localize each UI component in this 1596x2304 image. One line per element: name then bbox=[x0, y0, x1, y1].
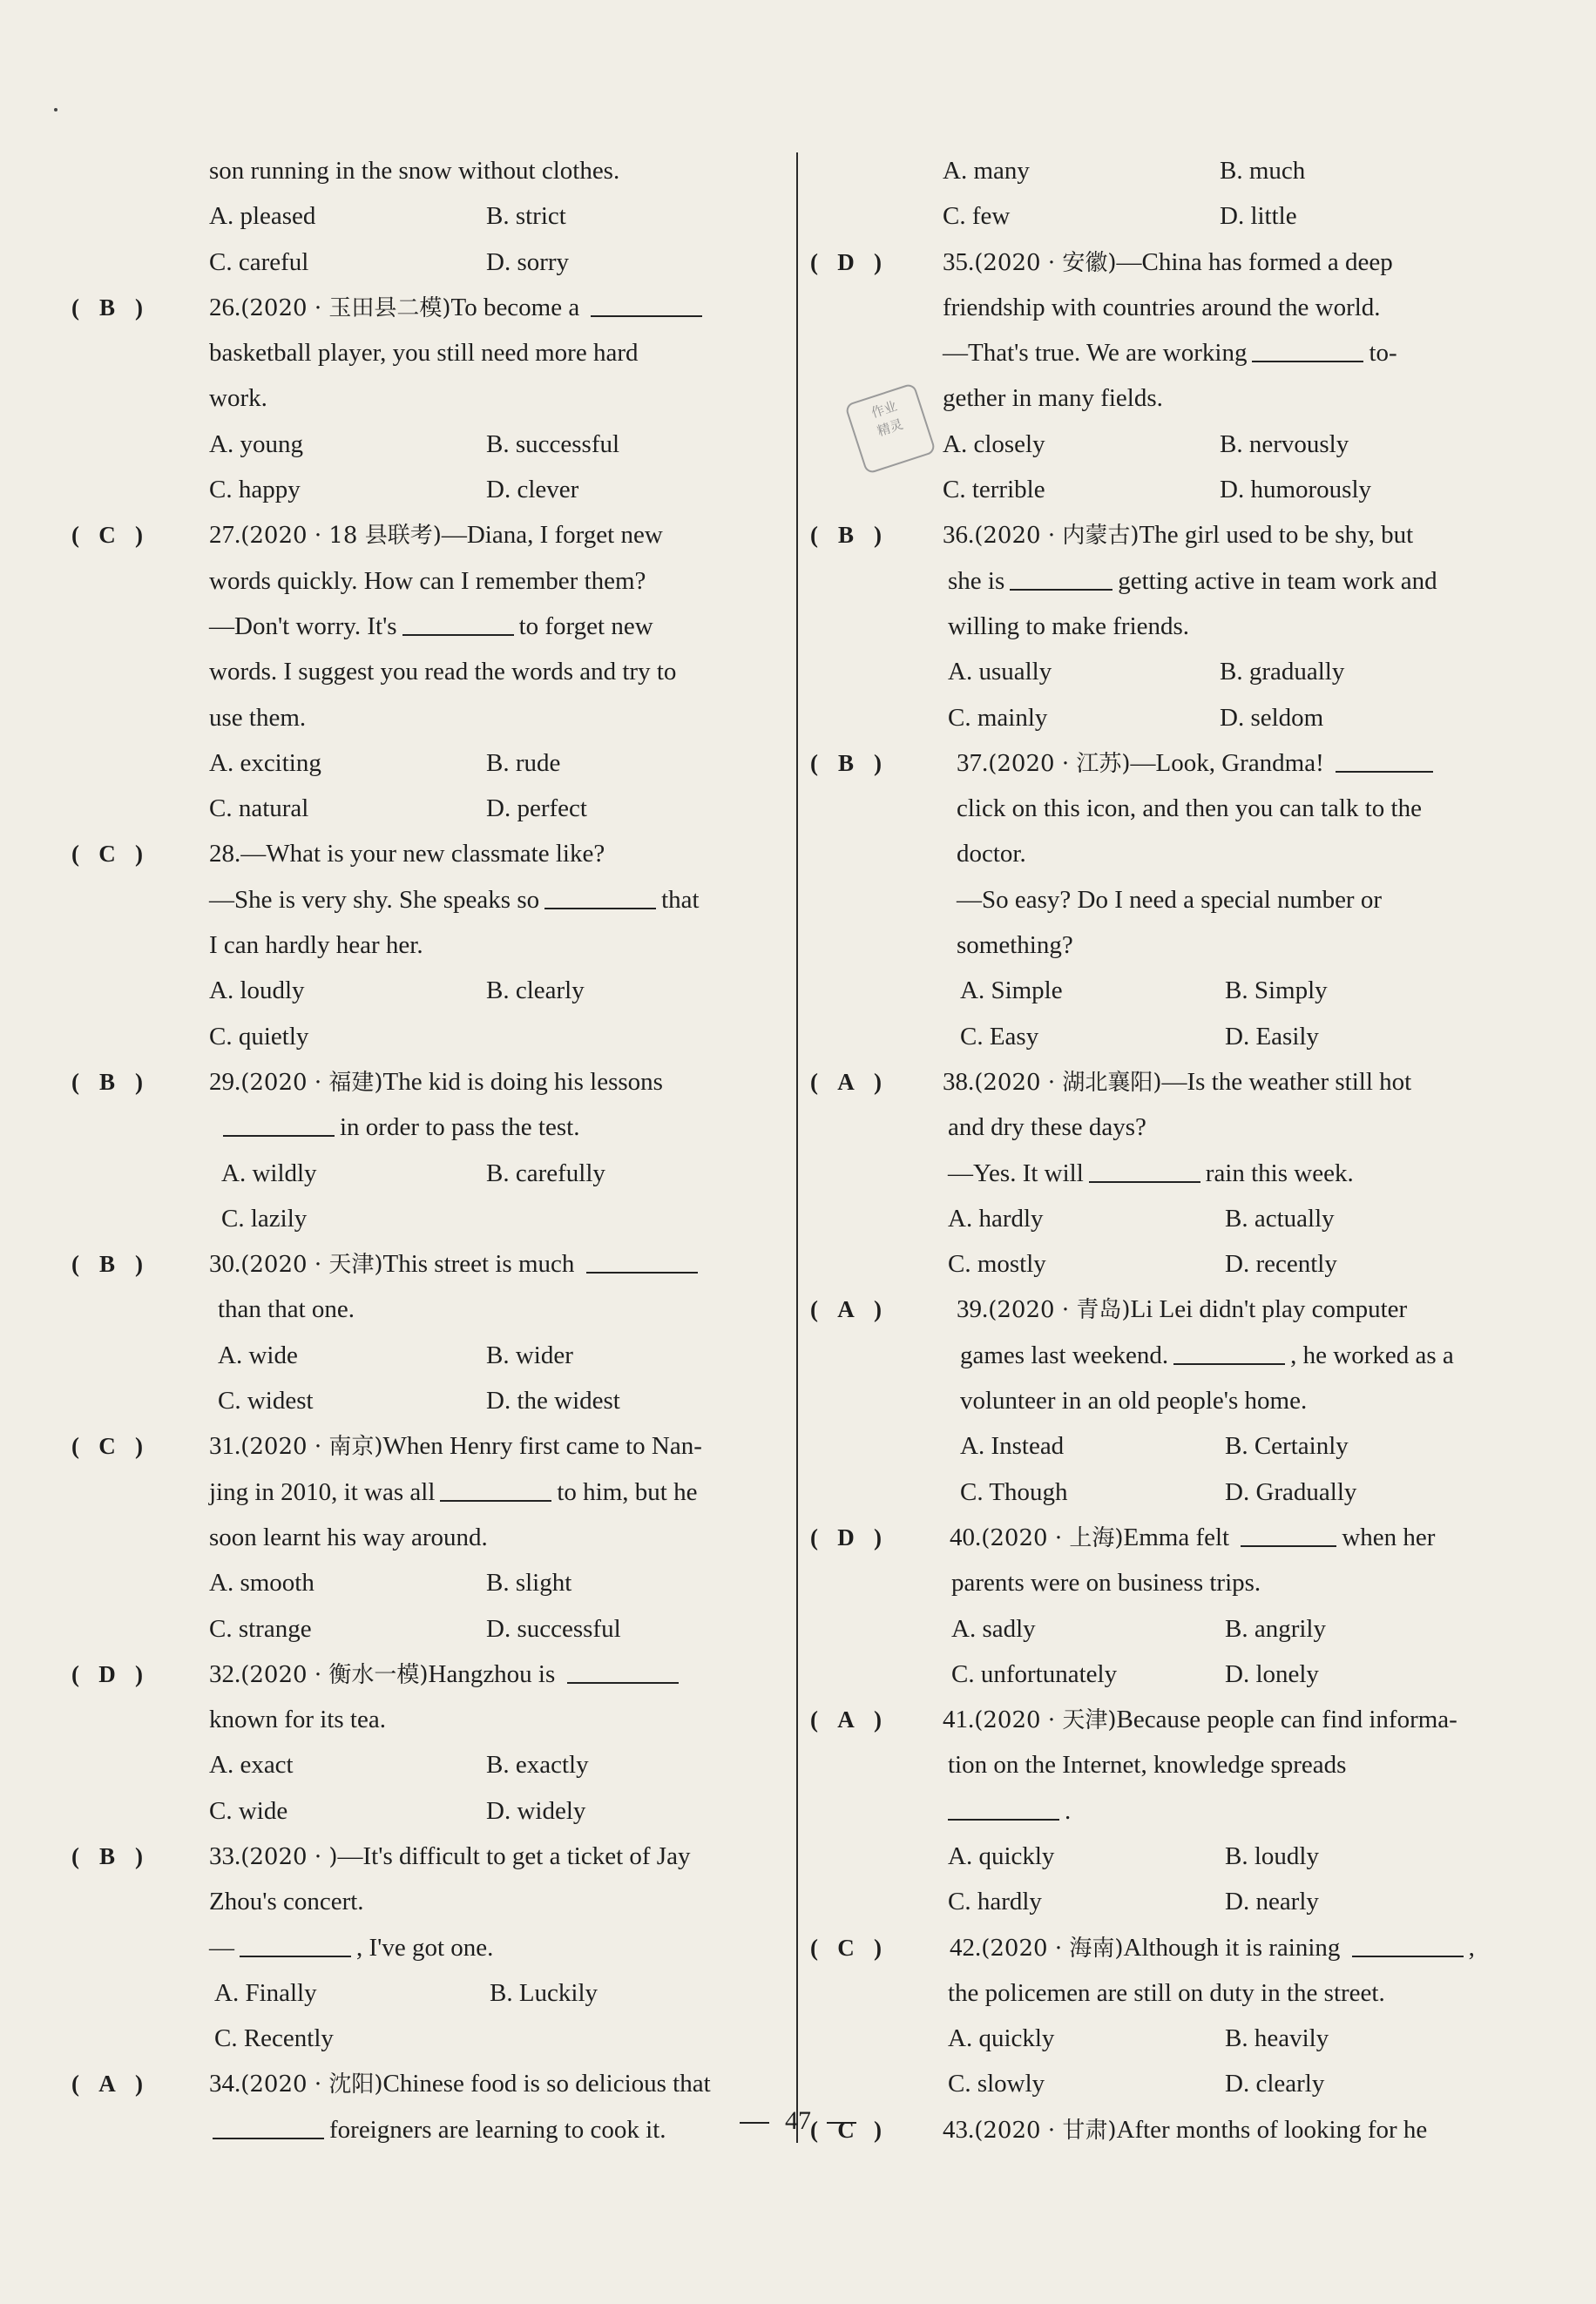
answer-letter: D bbox=[837, 1524, 855, 1551]
answer-box: ( B ) bbox=[71, 285, 209, 330]
options-row bbox=[71, 467, 786, 512]
option-d: D. humorously bbox=[1220, 476, 1371, 504]
option-c: C. natural bbox=[209, 794, 309, 823]
footer-dash-right bbox=[827, 2122, 856, 2124]
question-text: to him, but he bbox=[557, 1477, 698, 1506]
question-text: The girl used to be shy, but bbox=[1139, 521, 1414, 550]
answer-box: ( B ) bbox=[810, 740, 957, 786]
options-row bbox=[810, 1652, 1525, 1697]
question-text: that bbox=[661, 885, 700, 914]
answer-box: ( B ) bbox=[810, 512, 943, 557]
left-column bbox=[71, 148, 786, 2152]
option-d: D. Easily bbox=[1225, 1022, 1319, 1051]
option-a: A. young bbox=[209, 429, 303, 458]
question-number: 37. bbox=[957, 748, 989, 777]
question-text: in order to pass the test. bbox=[340, 1113, 580, 1142]
option-a: A. quickly bbox=[948, 1841, 1055, 1870]
answer-blank[interactable] bbox=[948, 1817, 1059, 1821]
question-text-line: Zhou's concert. bbox=[209, 1888, 364, 1916]
option-a: A. smooth bbox=[209, 1569, 314, 1598]
question-26 bbox=[71, 285, 786, 330]
answer-box: ( B ) bbox=[71, 1241, 209, 1287]
answer-letter: A bbox=[837, 1296, 855, 1323]
option-c: C. careful bbox=[209, 247, 309, 276]
options-row bbox=[810, 1606, 1525, 1652]
question-31 bbox=[71, 1423, 786, 1469]
answer-blank[interactable] bbox=[1252, 359, 1363, 362]
question-text-line: words quickly. How can I remember them? bbox=[209, 566, 646, 595]
answer-letter: C bbox=[837, 2116, 855, 2143]
options-row bbox=[71, 1014, 786, 1059]
option-d: D. clearly bbox=[1225, 2070, 1325, 2098]
option-c: C. lazily bbox=[221, 1204, 308, 1233]
question-text: Hangzhou is bbox=[428, 1659, 556, 1688]
options-row bbox=[810, 1423, 1525, 1469]
answer-letter: A bbox=[837, 1706, 855, 1733]
options-row bbox=[71, 786, 786, 831]
question-source: (2020 · 安徽) bbox=[974, 249, 1117, 276]
answer-blank[interactable] bbox=[1352, 1954, 1464, 1957]
answer-letter: B bbox=[837, 749, 854, 776]
option-d: D. perfect bbox=[486, 794, 587, 823]
answer-box: ( D ) bbox=[810, 240, 943, 285]
answer-letter: B bbox=[98, 1251, 115, 1278]
question-text-line: something? bbox=[957, 931, 1073, 960]
question-text-line: I can hardly hear her. bbox=[209, 931, 423, 960]
option-c: C. slowly bbox=[948, 2070, 1045, 2098]
options-row bbox=[810, 2061, 1525, 2106]
option-a: A. closely bbox=[943, 429, 1045, 458]
option-a: A. Simple bbox=[960, 976, 1063, 1005]
question-number: 35. bbox=[943, 247, 975, 276]
answer-blank[interactable] bbox=[1010, 587, 1112, 591]
page-number: 47 bbox=[785, 2106, 811, 2135]
question-text: Chinese food is so delicious that bbox=[382, 2070, 711, 2098]
question-text: Emma felt bbox=[1123, 1523, 1230, 1551]
question-source: (2020 · 青岛) bbox=[988, 1297, 1131, 1324]
option-d: D. recently bbox=[1225, 1250, 1337, 1279]
question-number: 36. bbox=[943, 521, 975, 550]
question-text: Because people can find informa- bbox=[1116, 1706, 1457, 1734]
option-a: A. many bbox=[943, 157, 1030, 185]
question-source: (2020 · 衡水一模) bbox=[240, 1661, 429, 1688]
question-number: 29. bbox=[209, 1067, 241, 1096]
question-text-line: gether in many fields. bbox=[943, 384, 1163, 413]
question-text: Although it is raining bbox=[1123, 1933, 1341, 1962]
question-28 bbox=[71, 831, 786, 876]
options-row bbox=[810, 1241, 1525, 1287]
page-footer bbox=[0, 2106, 1596, 2136]
question-source: (2020 · 玉田县二模) bbox=[240, 294, 451, 321]
option-d: D. seldom bbox=[1220, 703, 1324, 732]
question-source: (2020 · 内蒙古) bbox=[974, 523, 1140, 550]
question-text: , I've got one. bbox=[356, 1933, 494, 1962]
question-37 bbox=[810, 740, 1525, 786]
question-32 bbox=[71, 1652, 786, 1697]
option-c: C. quietly bbox=[209, 1022, 309, 1051]
question-text-line: and dry these days? bbox=[948, 1113, 1146, 1142]
option-d: D. widely bbox=[486, 1796, 586, 1825]
answer-blank[interactable] bbox=[586, 1270, 698, 1274]
question-number: 43. bbox=[943, 2115, 975, 2144]
answer-blank[interactable] bbox=[544, 906, 656, 909]
question-text: jing in 2010, it was all bbox=[209, 1477, 436, 1506]
options-row bbox=[810, 1470, 1525, 1515]
speck-mark bbox=[54, 108, 57, 111]
question-number: 31. bbox=[209, 1432, 241, 1461]
answer-blank[interactable] bbox=[1336, 769, 1433, 773]
question-number: 27. bbox=[209, 521, 241, 550]
option-b: B. heavily bbox=[1225, 2024, 1329, 2053]
answer-blank[interactable] bbox=[213, 2136, 324, 2139]
question-text: The kid is doing his lessons bbox=[382, 1067, 663, 1096]
question-number: 33. bbox=[209, 1841, 241, 1870]
answer-box: ( D ) bbox=[810, 1515, 950, 1560]
question-34 bbox=[71, 2061, 786, 2106]
question-source: (2020 · 沈阳) bbox=[240, 2071, 383, 2098]
options-row bbox=[71, 1151, 786, 1196]
option-b: B. actually bbox=[1225, 1204, 1335, 1233]
question-text: —Yes. It will bbox=[948, 1159, 1084, 1187]
option-c: C. mostly bbox=[948, 1250, 1046, 1279]
question-text-line: words. I suggest you read the words and try to bbox=[209, 658, 677, 686]
options-row bbox=[71, 1560, 786, 1605]
options-row bbox=[71, 1606, 786, 1652]
question-source: (2020 · 海南) bbox=[981, 1935, 1124, 1962]
option-a: A. Instead bbox=[960, 1432, 1065, 1461]
question-text-line: doctor. bbox=[957, 840, 1026, 868]
option-a: A. Finally bbox=[214, 1978, 317, 2007]
option-d: D. successful bbox=[486, 1614, 621, 1643]
question-42 bbox=[810, 1925, 1525, 1970]
option-d: D. little bbox=[1220, 202, 1297, 231]
question-text: To become a bbox=[450, 293, 580, 321]
answer-letter: B bbox=[98, 294, 115, 321]
option-c: C. wide bbox=[209, 1796, 288, 1825]
question-number: 28. bbox=[209, 840, 241, 868]
question-text: —That's true. We are working bbox=[943, 339, 1248, 368]
question-text-line: soon learnt his way around. bbox=[209, 1523, 488, 1551]
options-row bbox=[71, 2016, 786, 2061]
answer-blank[interactable] bbox=[1173, 1361, 1285, 1365]
answer-letter: B bbox=[98, 1842, 115, 1869]
stamp-text-line: 作业 bbox=[869, 397, 899, 422]
question-text: when her bbox=[1342, 1523, 1436, 1551]
option-b: B. wider bbox=[486, 1341, 573, 1369]
question-source: (2020 · 福建) bbox=[240, 1069, 383, 1096]
option-a: A. hardly bbox=[948, 1204, 1044, 1233]
question-text: —Don't worry. It's bbox=[209, 611, 397, 640]
option-a: A. wildly bbox=[221, 1159, 317, 1187]
option-b: B. loudly bbox=[1225, 1841, 1319, 1870]
option-b: B. clearly bbox=[486, 976, 585, 1005]
answer-blank[interactable] bbox=[1241, 1544, 1336, 1547]
answer-box: ( C ) bbox=[810, 2107, 943, 2152]
answer-box: ( D ) bbox=[71, 1652, 209, 1697]
question-number: 26. bbox=[209, 293, 241, 321]
options-row bbox=[71, 1333, 786, 1378]
question-36 bbox=[810, 512, 1525, 557]
stamp-text-line: 精灵 bbox=[875, 416, 905, 440]
option-a: A. sadly bbox=[951, 1614, 1036, 1643]
options-row bbox=[71, 422, 786, 467]
option-b: B. much bbox=[1220, 157, 1306, 185]
option-c: C. Though bbox=[960, 1477, 1068, 1506]
question-text-line bbox=[71, 604, 786, 649]
option-c: C. Recently bbox=[214, 2024, 334, 2053]
question-33 bbox=[71, 1834, 786, 1879]
question-source: (2020 · 上海) bbox=[981, 1524, 1124, 1551]
question-number: 41. bbox=[943, 1706, 975, 1734]
option-a: A. pleased bbox=[209, 202, 316, 231]
option-a: A. exciting bbox=[209, 748, 321, 777]
column-divider bbox=[796, 152, 798, 2143]
option-b: B. gradually bbox=[1220, 658, 1345, 686]
option-b: B. slight bbox=[486, 1569, 572, 1598]
options-row bbox=[71, 1788, 786, 1834]
question-27 bbox=[71, 512, 786, 557]
option-c: C. happy bbox=[209, 476, 301, 504]
question-text-line: volunteer in an old people's home. bbox=[960, 1387, 1308, 1416]
question-30 bbox=[71, 1241, 786, 1287]
options-row bbox=[71, 740, 786, 786]
question-text: — bbox=[209, 1933, 234, 1962]
question-text: —What is your new classmate like? bbox=[240, 840, 605, 868]
option-b: B. angrily bbox=[1225, 1614, 1326, 1643]
answer-box: ( C ) bbox=[71, 512, 209, 557]
question-text: getting active in team work and bbox=[1118, 566, 1437, 595]
answer-blank[interactable] bbox=[240, 1954, 351, 1957]
option-d: D. lonely bbox=[1225, 1659, 1319, 1688]
answer-blank[interactable] bbox=[1089, 1179, 1200, 1183]
question-number: 38. bbox=[943, 1067, 975, 1096]
answer-box: ( C ) bbox=[71, 1423, 209, 1469]
answer-blank[interactable] bbox=[402, 632, 514, 636]
question-text: foreigners are learning to cook it. bbox=[329, 2115, 666, 2144]
question-number: 34. bbox=[209, 2070, 241, 2098]
question-text: Li Lei didn't play computer bbox=[1130, 1295, 1408, 1324]
question-text-line: than that one. bbox=[218, 1295, 355, 1324]
answer-letter: C bbox=[98, 841, 116, 868]
question-39 bbox=[810, 1287, 1525, 1332]
question-number: 40. bbox=[950, 1523, 982, 1551]
question-source: (2020 · 南京) bbox=[240, 1434, 383, 1461]
answer-box: ( A ) bbox=[810, 1287, 957, 1332]
question-text-line: friendship with countries around the world. bbox=[943, 293, 1381, 321]
question-source: (2020 · ) bbox=[240, 1843, 338, 1870]
options-row bbox=[71, 968, 786, 1013]
question-source: (2020 · 江苏) bbox=[988, 750, 1131, 777]
question-text-line bbox=[810, 1788, 1525, 1834]
option-b: B. carefully bbox=[486, 1159, 605, 1187]
options-row bbox=[810, 193, 1525, 239]
option-c: C. Easy bbox=[960, 1022, 1039, 1051]
question-source: (2020 · 甘肃) bbox=[974, 2117, 1117, 2144]
question-text: —Is the weather still hot bbox=[1161, 1067, 1412, 1096]
options-row bbox=[71, 193, 786, 239]
question-text: to forget new bbox=[518, 611, 653, 640]
question-text-line bbox=[71, 877, 786, 922]
question-41 bbox=[810, 1697, 1525, 1742]
options-row bbox=[810, 695, 1525, 740]
question-text: —Look, Grandma! bbox=[1130, 748, 1324, 777]
question-35 bbox=[810, 240, 1525, 285]
options-row bbox=[810, 649, 1525, 694]
answer-letter: C bbox=[837, 1934, 855, 1961]
answer-letter: B bbox=[837, 522, 854, 549]
option-c: C. terrible bbox=[943, 476, 1045, 504]
answer-letter: C bbox=[98, 1433, 116, 1460]
question-text: —She is very shy. She speaks so bbox=[209, 885, 540, 914]
option-d: D. clever bbox=[486, 476, 579, 504]
question-text: to- bbox=[1369, 339, 1397, 368]
question-text-line: tion on the Internet, knowledge spreads bbox=[948, 1751, 1347, 1780]
question-text-line bbox=[810, 1333, 1525, 1378]
answer-box: ( A ) bbox=[71, 2061, 209, 2106]
question-text-line bbox=[71, 1470, 786, 1515]
options-row bbox=[810, 968, 1525, 1013]
question-text-line: the policemen are still on duty in the street. bbox=[948, 1978, 1385, 2007]
answer-letter: D bbox=[837, 248, 855, 275]
question-text: she is bbox=[948, 566, 1005, 595]
question-text-line: basketball player, you still need more hard bbox=[209, 339, 639, 368]
option-d: D. nearly bbox=[1225, 1888, 1319, 1916]
answer-letter: D bbox=[98, 1660, 116, 1687]
answer-box: ( C ) bbox=[71, 831, 209, 876]
answer-box: ( B ) bbox=[71, 1059, 209, 1105]
option-b: B. strict bbox=[486, 202, 566, 231]
answer-letter: B bbox=[98, 1068, 115, 1095]
question-text-line: use them. bbox=[209, 703, 307, 732]
question-source: (2020 · 天津) bbox=[240, 1252, 383, 1279]
question-source: (2020 · 湖北襄阳) bbox=[974, 1069, 1162, 1096]
option-a: A. quickly bbox=[948, 2024, 1055, 2053]
options-row bbox=[810, 1834, 1525, 1879]
question-text-line: —So easy? Do I need a special number or bbox=[957, 885, 1383, 914]
question-text: After months of looking for he bbox=[1116, 2115, 1428, 2144]
option-b: B. exactly bbox=[486, 1751, 589, 1780]
question-text-line bbox=[71, 1105, 786, 1150]
options-row bbox=[810, 467, 1525, 512]
answer-letter: A bbox=[98, 2071, 116, 2098]
option-a: A. loudly bbox=[209, 976, 305, 1005]
question-text: rain this week. bbox=[1205, 1159, 1354, 1187]
question-text-line bbox=[71, 1925, 786, 1970]
option-b: B. Simply bbox=[1225, 976, 1328, 1005]
question-number: 32. bbox=[209, 1659, 241, 1688]
question-number: 39. bbox=[957, 1295, 989, 1324]
option-a: A. wide bbox=[218, 1341, 298, 1369]
option-c: C. few bbox=[943, 202, 1011, 231]
option-b: B. Certainly bbox=[1225, 1432, 1349, 1461]
options-row bbox=[810, 148, 1525, 193]
option-c: C. mainly bbox=[948, 703, 1048, 732]
options-row bbox=[810, 2016, 1525, 2061]
options-row bbox=[810, 1014, 1525, 1059]
option-a: A. exact bbox=[209, 1751, 294, 1780]
question-text: —China has formed a deep bbox=[1116, 247, 1393, 276]
answer-box: ( B ) bbox=[71, 1834, 209, 1879]
option-d: D. Gradually bbox=[1225, 1477, 1357, 1506]
question-40 bbox=[810, 1515, 1525, 1560]
answer-blank[interactable] bbox=[591, 314, 702, 317]
footer-dash-left bbox=[740, 2122, 769, 2124]
options-row bbox=[71, 1970, 786, 2016]
question-text-line: click on this icon, and then you can talk to the bbox=[957, 794, 1422, 823]
answer-letter: C bbox=[98, 522, 116, 549]
question-text-line bbox=[810, 558, 1525, 604]
option-c: C. unfortunately bbox=[951, 1659, 1118, 1688]
question-text-line bbox=[810, 1151, 1525, 1196]
option-b: B. rude bbox=[486, 748, 561, 777]
options-row bbox=[71, 1196, 786, 1241]
question-text: When Henry first came to Nan- bbox=[382, 1432, 702, 1461]
option-c: C. strange bbox=[209, 1614, 312, 1643]
question-text-line: son running in the snow without clothes. bbox=[209, 157, 620, 185]
question-text-line bbox=[810, 330, 1525, 375]
options-row bbox=[71, 240, 786, 285]
question-text-line: known for its tea. bbox=[209, 1706, 386, 1734]
answer-blank[interactable] bbox=[567, 1680, 679, 1684]
question-source: (2020 · 18 县联考) bbox=[240, 523, 442, 550]
question-number: 30. bbox=[209, 1250, 241, 1279]
option-a: A. usually bbox=[948, 658, 1052, 686]
question-number: 42. bbox=[950, 1933, 982, 1962]
answer-letter: A bbox=[837, 1068, 855, 1095]
question-text-line: work. bbox=[209, 384, 267, 413]
question-text: . bbox=[1065, 1796, 1072, 1825]
option-b: B. Luckily bbox=[490, 1978, 598, 2007]
question-text: , he worked as a bbox=[1290, 1341, 1454, 1369]
question-text: —Diana, I forget new bbox=[441, 521, 663, 550]
options-row bbox=[71, 1742, 786, 1787]
answer-box: ( C ) bbox=[810, 1925, 950, 1970]
question-29 bbox=[71, 1059, 786, 1105]
question-38 bbox=[810, 1059, 1525, 1105]
question-text: games last weekend. bbox=[960, 1341, 1169, 1369]
option-d: D. sorry bbox=[486, 247, 570, 276]
option-b: B. successful bbox=[486, 429, 620, 458]
question-text: —It's difficult to get a ticket of Jay bbox=[337, 1841, 691, 1870]
option-c: C. widest bbox=[218, 1387, 314, 1416]
question-source: (2020 · 天津) bbox=[974, 1707, 1117, 1734]
question-text-line: parents were on business trips. bbox=[951, 1569, 1261, 1598]
answer-blank[interactable] bbox=[223, 1133, 335, 1137]
option-d: D. the widest bbox=[486, 1387, 620, 1416]
answer-box: ( A ) bbox=[810, 1697, 943, 1742]
question-text-line: willing to make friends. bbox=[948, 611, 1190, 640]
question-text: , bbox=[1468, 1933, 1475, 1962]
option-c: C. hardly bbox=[948, 1888, 1042, 1916]
options-row bbox=[810, 1196, 1525, 1241]
answer-blank[interactable] bbox=[440, 1498, 551, 1502]
answer-box: ( A ) bbox=[810, 1059, 943, 1105]
options-row bbox=[810, 1879, 1525, 1924]
option-b: B. nervously bbox=[1220, 429, 1349, 458]
question-text: This street is much bbox=[382, 1250, 575, 1279]
options-row bbox=[71, 1378, 786, 1423]
